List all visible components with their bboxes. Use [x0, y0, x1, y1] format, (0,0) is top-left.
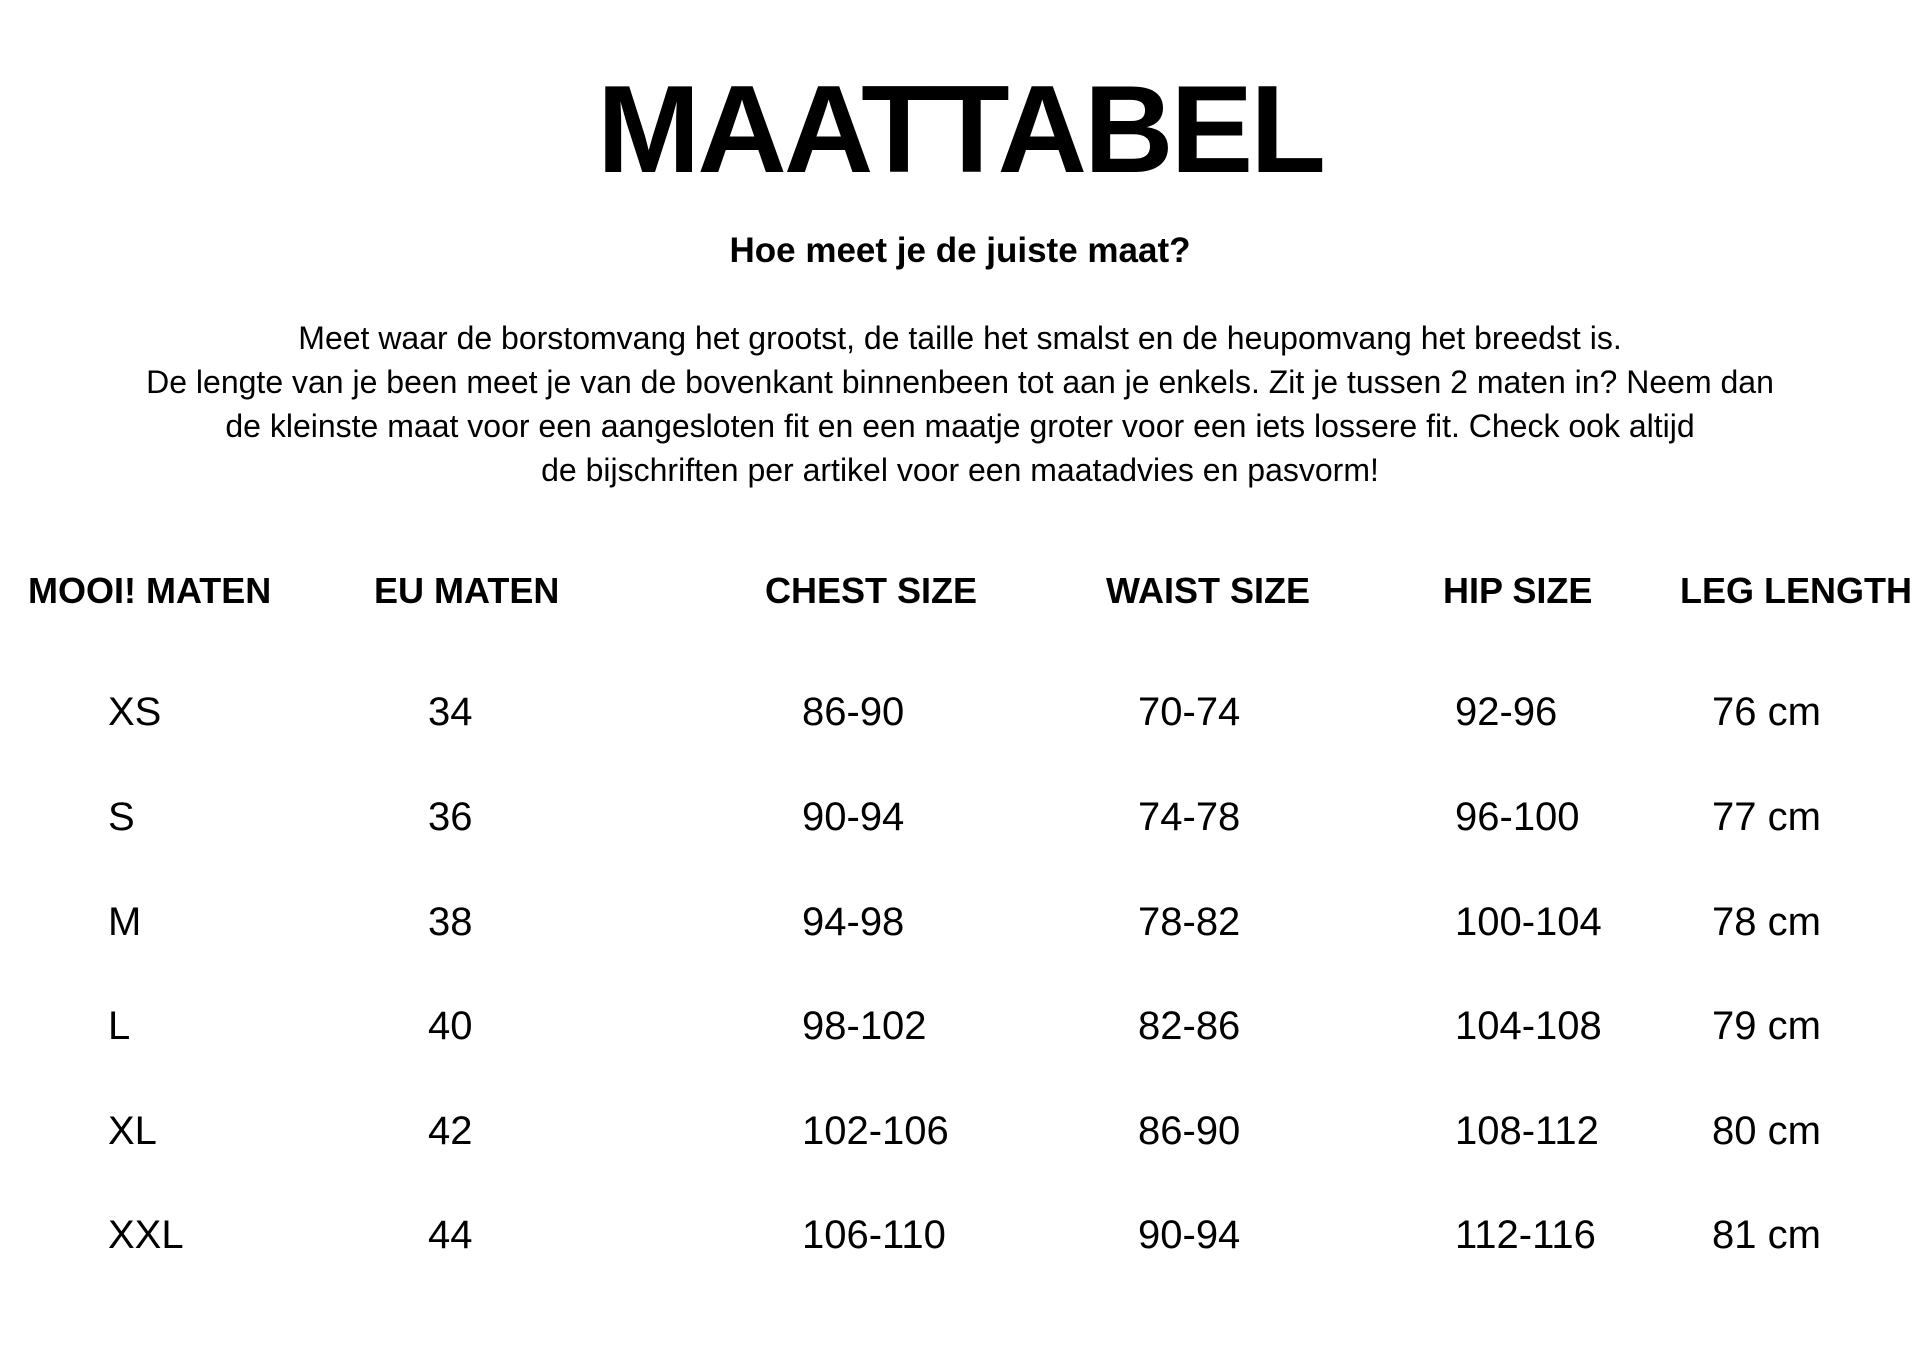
- cell-mooi-maat: S: [108, 795, 135, 839]
- cell-mooi-maat: L: [108, 1004, 131, 1048]
- cell-hip: 100-104: [1455, 900, 1602, 944]
- cell-mooi-maat: XS: [108, 690, 162, 734]
- intro-text: [0, 316, 1920, 492]
- cell-eu-maat: 38: [428, 900, 473, 944]
- cell-waist: 74-78: [1138, 795, 1241, 839]
- cell-leg-length: 81 cm: [1712, 1213, 1821, 1257]
- cell-waist: 70-74: [1138, 690, 1241, 734]
- cell-eu-maat: 40: [428, 1004, 473, 1048]
- cell-chest: 86-90: [802, 690, 905, 734]
- header-eu-maten: EU MATEN: [374, 570, 560, 611]
- cell-eu-maat: 34: [428, 690, 473, 734]
- cell-leg-length: 79 cm: [1712, 1004, 1821, 1048]
- intro-line: de kleinste maat voor een aangesloten fit en een maatje groter voor een iets lossere fit. Check ook altijd: [225, 408, 1695, 444]
- cell-eu-maat: 36: [428, 795, 473, 839]
- cell-chest: 98-102: [802, 1004, 927, 1048]
- intro-line: de bijschriften per artikel voor een maatadvies en pasvorm!: [541, 452, 1379, 488]
- cell-eu-maat: 42: [428, 1109, 473, 1153]
- cell-hip: 92-96: [1455, 690, 1558, 734]
- page-subtitle: Hoe meet je de juiste maat?: [729, 231, 1191, 270]
- cell-chest: 106-110: [802, 1213, 946, 1257]
- header-hip-size: HIP SIZE: [1443, 570, 1593, 611]
- cell-chest: 94-98: [802, 900, 905, 944]
- cell-leg-length: 80 cm: [1712, 1109, 1821, 1153]
- intro-line: Meet waar de borstomvang het grootst, de taille het smalst en de heupomvang het breedst is.: [298, 320, 1622, 356]
- cell-waist: 78-82: [1138, 900, 1241, 944]
- cell-hip: 96-100: [1455, 795, 1580, 839]
- cell-leg-length: 76 cm: [1712, 690, 1821, 734]
- cell-leg-length: 77 cm: [1712, 795, 1821, 839]
- header-chest-size: CHEST SIZE: [765, 570, 978, 611]
- cell-chest: 90-94: [802, 795, 905, 839]
- cell-leg-length: 78 cm: [1712, 900, 1821, 944]
- cell-hip: 104-108: [1455, 1004, 1602, 1048]
- header-leg-length: LEG LENGTH: [1680, 570, 1912, 611]
- cell-eu-maat: 44: [428, 1213, 473, 1257]
- cell-hip: 112-116: [1455, 1213, 1596, 1257]
- cell-waist: 90-94: [1138, 1213, 1241, 1257]
- cell-mooi-maat: XL: [108, 1109, 157, 1153]
- cell-waist: 82-86: [1138, 1004, 1241, 1048]
- cell-hip: 108-112: [1455, 1109, 1599, 1153]
- cell-mooi-maat: XXL: [108, 1213, 184, 1257]
- cell-waist: 86-90: [1138, 1109, 1241, 1153]
- header-mooi-maten: MOOI! MATEN: [28, 570, 272, 611]
- header-waist-size: WAIST SIZE: [1106, 570, 1311, 611]
- cell-mooi-maat: M: [108, 900, 142, 944]
- page-title: MAATTABEL: [596, 61, 1324, 199]
- cell-chest: 102-106: [802, 1109, 949, 1153]
- intro-line: De lengte van je been meet je van de bovenkant binnenbeen tot aan je enkels. Zit je tussen 2 maten in? Neem dan: [146, 364, 1774, 400]
